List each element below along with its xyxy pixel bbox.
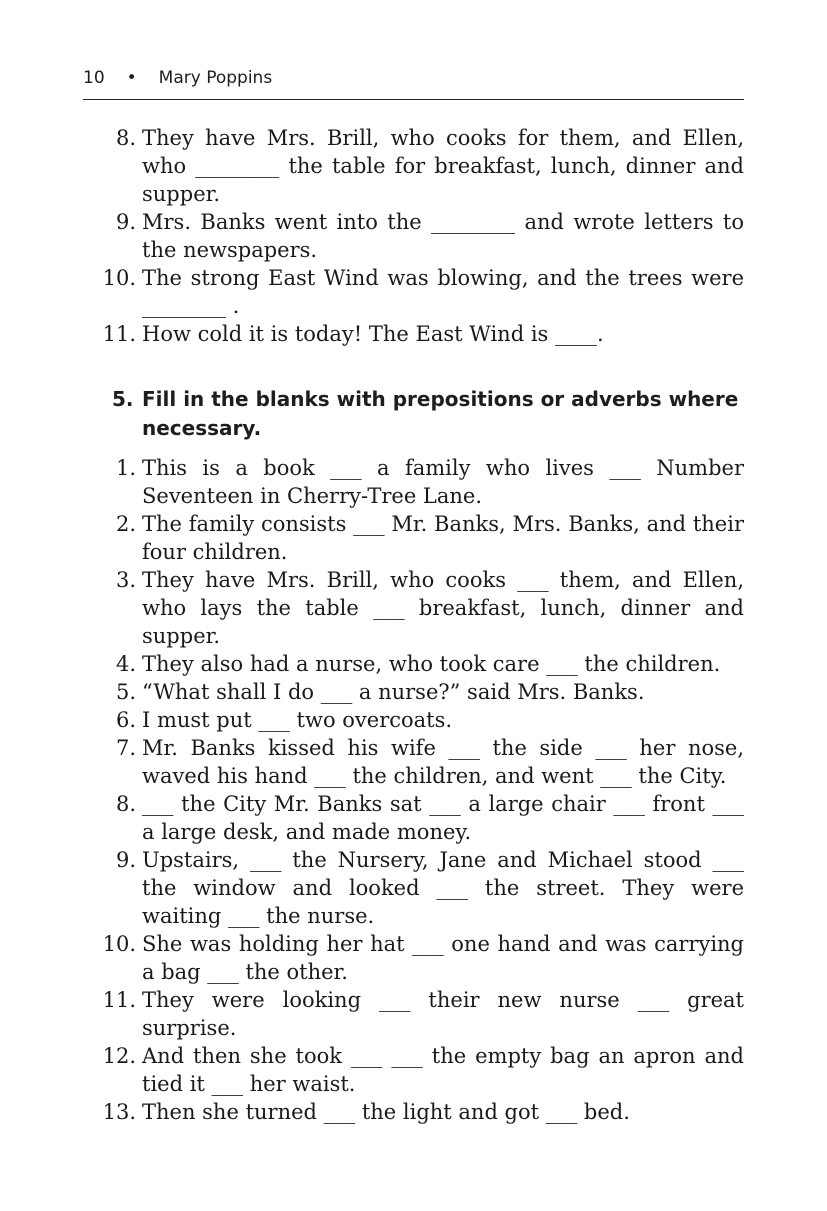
exercise-5-heading <box>112 385 744 443</box>
item-number: 6. <box>115 708 136 732</box>
header-separator: • <box>126 68 137 88</box>
running-header <box>83 66 744 90</box>
item-text: They have Mrs. Brill, who cooks for them, and Ellen, who ________ the table for breakfast, lunch, dinner and supper. <box>142 126 744 206</box>
list-item <box>94 208 744 264</box>
header-rule <box>83 99 744 100</box>
item-text: This is a book ___ a family who lives ___ Number Seventeen in Cherry-Tree Lane. <box>142 456 744 508</box>
item-number: 11. <box>102 322 136 346</box>
item-text: ___ the City Mr. Banks sat ___ a large chair ___ front ___ a large desk, and made money. <box>142 792 744 844</box>
exercise-number: 5. <box>112 387 134 411</box>
item-number: 3. <box>115 568 136 592</box>
item-text: The family consists ___ Mr. Banks, Mrs. Banks, and their four children. <box>142 512 744 564</box>
item-number: 8. <box>115 792 136 816</box>
list-item <box>94 706 744 734</box>
list-item <box>94 566 744 650</box>
list-item <box>94 650 744 678</box>
list-item <box>94 734 744 790</box>
item-text: They have Mrs. Brill, who cooks ___ them, and Ellen, who lays the table ___ breakfast, lunch, dinner and supper. <box>142 568 744 648</box>
item-text: And then she took ___ ___ the empty bag an apron and tied it ___ her waist. <box>142 1044 744 1096</box>
item-number: 1. <box>115 456 136 480</box>
exercise-5-list <box>94 454 744 1126</box>
item-text: I must put ___ two overcoats. <box>142 708 453 732</box>
item-text: Upstairs, ___ the Nursery, Jane and Michael stood ___ the window and looked ___ the street. They were waiting ___ the nurse. <box>142 848 744 928</box>
item-text: She was holding her hat ___ one hand and was carrying a bag ___ the other. <box>142 932 744 984</box>
list-item <box>94 846 744 930</box>
book-title: Mary Poppins <box>158 68 273 88</box>
item-number: 13. <box>102 1100 136 1124</box>
item-text: Then she turned ___ the light and got ___ bed. <box>142 1100 630 1124</box>
item-number: 10. <box>102 932 136 956</box>
item-number: 5. <box>115 680 136 704</box>
item-number: 12. <box>102 1044 136 1068</box>
list-item <box>94 264 744 320</box>
exercise-instruction: Fill in the blanks with prepositions or adverbs where necessary. <box>142 387 739 440</box>
item-number: 9. <box>115 210 136 234</box>
item-number: 11. <box>102 988 136 1012</box>
list-item <box>94 986 744 1042</box>
item-number: 10. <box>102 266 136 290</box>
list-item <box>94 510 744 566</box>
exercise-4-list <box>94 124 744 348</box>
item-text: Mrs. Banks went into the ________ and wrote letters to the newspapers. <box>142 210 744 262</box>
list-item <box>94 678 744 706</box>
list-item <box>94 320 744 348</box>
page-number: 10 <box>83 68 105 88</box>
item-number: 8. <box>115 126 136 150</box>
item-number: 9. <box>115 848 136 872</box>
list-item <box>94 1098 744 1126</box>
item-number: 2. <box>115 512 136 536</box>
list-item <box>94 930 744 986</box>
list-item <box>94 1042 744 1098</box>
item-number: 7. <box>115 736 136 760</box>
item-text: Mr. Banks kissed his wife ___ the side ___ her nose, waved his hand ___ the children, and went ___ the City. <box>142 736 744 788</box>
list-item <box>94 454 744 510</box>
item-text: They were looking ___ their new nurse ___ great surprise. <box>142 988 744 1040</box>
item-text: How cold it is today! The East Wind is ____. <box>142 322 604 346</box>
item-number: 4. <box>115 652 136 676</box>
list-item <box>94 124 744 208</box>
item-text: They also had a nurse, who took care ___ the children. <box>142 652 721 676</box>
list-item <box>94 790 744 846</box>
item-text: “What shall I do ___ a nurse?” said Mrs. Banks. <box>142 680 645 704</box>
item-text: The strong East Wind was blowing, and the trees were ________ . <box>142 266 744 318</box>
